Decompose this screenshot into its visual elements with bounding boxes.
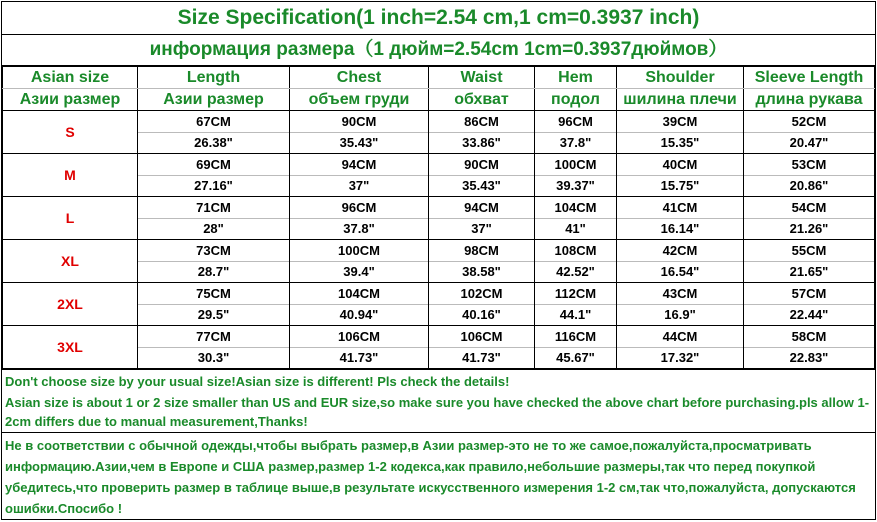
measurement-cell [290, 197, 429, 240]
value-inch: 27.16" [194, 177, 233, 193]
value-cm: 112CM [535, 284, 616, 305]
header-cell: Chest [290, 67, 429, 89]
measurement-cell [535, 154, 617, 197]
value-cm: 54CM [744, 198, 874, 219]
value-cm: 90CM [290, 112, 428, 133]
value-cm: 116CM [535, 327, 616, 348]
table-row [3, 326, 875, 369]
measurement-cell [290, 283, 429, 326]
value-cm: 75CM [138, 284, 289, 305]
value-cm: 94CM [429, 198, 534, 219]
value-cm: 71CM [138, 198, 289, 219]
notes-english [2, 369, 875, 432]
measurement-cell [744, 283, 875, 326]
header-cell: Азии размер [3, 89, 138, 111]
measurement-cell [429, 240, 535, 283]
measurement-cell [535, 111, 617, 154]
value-inch: 20.86" [789, 177, 829, 193]
measurement-cell [617, 326, 744, 369]
measurement-cell [290, 154, 429, 197]
measurement-cell [535, 240, 617, 283]
value-cm: 102CM [429, 284, 534, 305]
value-inch: 17.32" [660, 349, 700, 365]
measurement-cell [429, 154, 535, 197]
measurement-cell [744, 154, 875, 197]
header-row-ru [3, 89, 875, 111]
size-label: 2XL [3, 283, 138, 326]
table-row [3, 154, 875, 197]
value-inch: 15.75" [660, 177, 700, 193]
measurement-cell [744, 111, 875, 154]
measurement-cell [535, 326, 617, 369]
value-inch: 41" [565, 220, 586, 236]
measurement-cell [290, 240, 429, 283]
value-inch: 20.47" [789, 134, 829, 150]
value-cm: 58CM [744, 327, 874, 348]
measurement-cell [138, 154, 290, 197]
measurement-cell [138, 111, 290, 154]
value-inch: 37" [348, 177, 370, 193]
value-cm: 42CM [617, 241, 743, 262]
table-row [3, 111, 875, 154]
title-russian: информация размера（1 дюйм=2.54cm 1cm=0.3937дюймов） [2, 35, 875, 66]
value-cm: 39CM [617, 112, 743, 133]
value-cm: 100CM [290, 241, 428, 262]
size-label: S [3, 111, 138, 154]
value-cm: 41CM [617, 198, 743, 219]
measurement-cell [617, 197, 744, 240]
measurement-cell [290, 326, 429, 369]
header-cell: Азии размер [138, 89, 290, 111]
value-inch: 42.52" [556, 263, 595, 279]
value-inch: 29.5" [197, 306, 230, 322]
value-inch: 28.7" [197, 263, 230, 279]
value-cm: 57CM [744, 284, 874, 305]
measurement-cell [138, 240, 290, 283]
header-cell: Sleeve Length [744, 67, 875, 89]
header-cell: Shoulder [617, 67, 744, 89]
size-label: L [3, 197, 138, 240]
value-inch: 16.54" [660, 263, 700, 279]
value-cm: 40CM [617, 155, 743, 176]
value-cm: 98CM [429, 241, 534, 262]
value-inch: 40.94" [339, 306, 379, 322]
size-label: M [3, 154, 138, 197]
measurement-cell [744, 240, 875, 283]
value-cm: 106CM [290, 327, 428, 348]
value-cm: 55CM [744, 241, 874, 262]
measurement-cell [429, 283, 535, 326]
value-inch: 41.73" [339, 349, 379, 365]
header-cell: обхват [429, 89, 535, 111]
value-inch: 37" [471, 220, 492, 236]
header-cell: подол [535, 89, 617, 111]
value-cm: 96CM [290, 198, 428, 219]
value-cm: 73CM [138, 241, 289, 262]
header-cell: Asian size [3, 67, 138, 89]
measurement-cell [535, 283, 617, 326]
note-line: Asian size is about 1 or 2 size smaller than US and EUR size,so make sure you have checked the above chart before purchasing.pls allow 1-2cm differs due to manual measurement,Thanks! [5, 395, 870, 429]
header-cell: объем груди [290, 89, 429, 111]
value-inch: 41.73" [462, 349, 501, 365]
value-inch: 33.86" [462, 134, 501, 150]
size-chart [1, 1, 876, 520]
value-inch: 30.3" [197, 349, 230, 365]
table-row [3, 197, 875, 240]
header-cell: шилина плечи [617, 89, 744, 111]
value-inch: 15.35" [660, 134, 700, 150]
value-inch: 21.65" [789, 263, 829, 279]
measurement-cell [429, 197, 535, 240]
header-cell: длина рукава [744, 89, 875, 111]
measurement-cell [744, 197, 875, 240]
measurement-cell [617, 283, 744, 326]
value-cm: 106CM [429, 327, 534, 348]
value-cm: 108CM [535, 241, 616, 262]
value-inch: 35.43" [339, 134, 379, 150]
value-cm: 104CM [535, 198, 616, 219]
value-cm: 77CM [138, 327, 289, 348]
value-inch: 38.58" [462, 263, 501, 279]
value-cm: 96CM [535, 112, 616, 133]
value-cm: 44CM [617, 327, 743, 348]
measurement-cell [429, 111, 535, 154]
measurement-cell [429, 326, 535, 369]
measurement-cell [138, 326, 290, 369]
value-inch: 22.83" [789, 349, 829, 365]
measurement-cell [138, 283, 290, 326]
value-cm: 69CM [138, 155, 289, 176]
value-inch: 39.37" [556, 177, 595, 193]
value-inch: 16.9" [664, 306, 696, 322]
measurement-cell [138, 197, 290, 240]
measurement-cell [290, 111, 429, 154]
value-cm: 94CM [290, 155, 428, 176]
header-cell: Waist [429, 67, 535, 89]
value-cm: 90CM [429, 155, 534, 176]
value-cm: 43CM [617, 284, 743, 305]
value-inch: 22.44" [789, 306, 829, 322]
value-cm: 67CM [138, 112, 289, 133]
measurement-cell [617, 240, 744, 283]
header-cell: Hem [535, 67, 617, 89]
value-inch: 16.14" [660, 220, 700, 236]
title-english: Size Specification(1 inch=2.54 cm,1 cm=0.3937 inch) [2, 2, 875, 35]
value-inch: 35.43" [462, 177, 501, 193]
measurement-cell [617, 154, 744, 197]
value-cm: 100CM [535, 155, 616, 176]
value-inch: 37.8" [343, 220, 375, 236]
value-inch: 21.26" [789, 220, 829, 236]
value-inch: 45.67" [556, 349, 595, 365]
value-inch: 26.38" [194, 134, 233, 150]
value-cm: 52CM [744, 112, 874, 133]
value-inch: 28" [203, 220, 224, 236]
size-label: XL [3, 240, 138, 283]
size-table [2, 66, 875, 369]
table-row [3, 283, 875, 326]
value-cm: 53CM [744, 155, 874, 176]
size-label: 3XL [3, 326, 138, 369]
header-row-en [3, 67, 875, 89]
measurement-cell [617, 111, 744, 154]
measurement-cell [744, 326, 875, 369]
table-row [3, 240, 875, 283]
notes-russian: Не в соответствии с обычной одежды,чтобы выбрать размер,в Азии размер-это не то же самое,пожалуйста,просматривать информацию.Азии,чем в Европе и США размер,размер 1-2 кодекса,как правило,небольшие размеры,так что перед покупкой убедитесь,что проверить размер в таблице выше,в результате искусственного измерения 1-2 см,так что,пожалуйста, допускаются ошибки.Спосибо ! [2, 432, 875, 521]
value-cm: 104CM [290, 284, 428, 305]
header-cell: Length [138, 67, 290, 89]
note-line: Don't choose size by your usual size!Asian size is different! Pls check the details! [5, 374, 510, 389]
value-inch: 39.4" [343, 263, 375, 279]
value-inch: 37.8" [559, 134, 592, 150]
measurement-cell [535, 197, 617, 240]
value-cm: 86CM [429, 112, 534, 133]
value-inch: 44.1" [559, 306, 592, 322]
value-inch: 40.16" [462, 306, 501, 322]
